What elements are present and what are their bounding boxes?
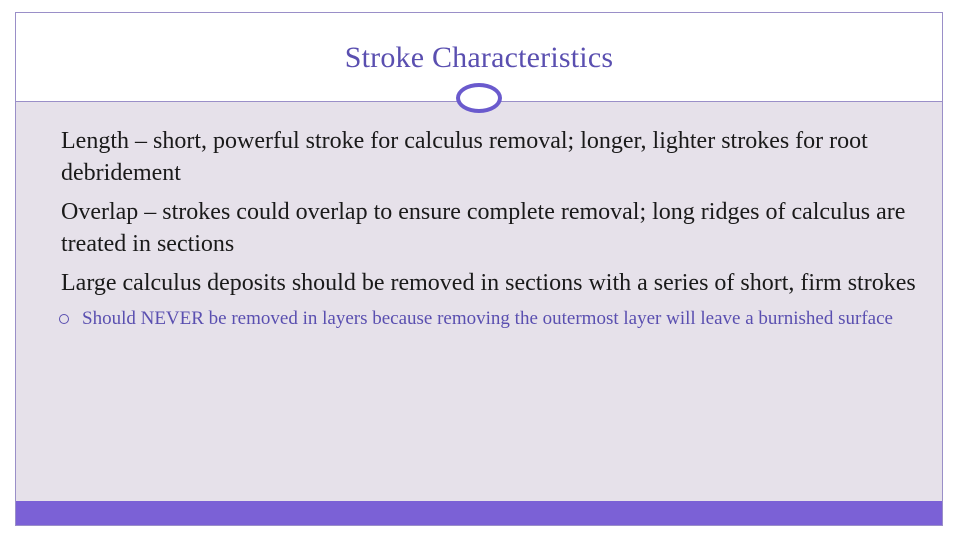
bullet-item <box>16 125 921 189</box>
bullet-item <box>16 196 921 260</box>
slide-title: Stroke Characteristics <box>344 41 614 74</box>
bullet-text: Overlap – strokes could overlap to ensure complete removal; long ridges of calculus are treated in sections <box>61 199 906 257</box>
bullet-text: Large calculus deposits should be removed in sections with a series of short, firm strokes <box>61 270 916 296</box>
footer-accent-bar <box>16 501 942 525</box>
bullet-text: Length – short, powerful stroke for calculus removal; longer, lighter strokes for root debridement <box>61 128 868 186</box>
slide-body <box>16 125 942 332</box>
bullet-item <box>16 267 921 299</box>
slide <box>15 12 943 526</box>
sub-bullet-text: Should NEVER be removed in layers because removing the outermost layer will leave a burnished surface <box>82 308 893 329</box>
ring-ornament-icon <box>456 83 502 113</box>
sub-bullet-item <box>16 306 912 332</box>
hollow-circle-bullet-icon <box>59 314 69 324</box>
